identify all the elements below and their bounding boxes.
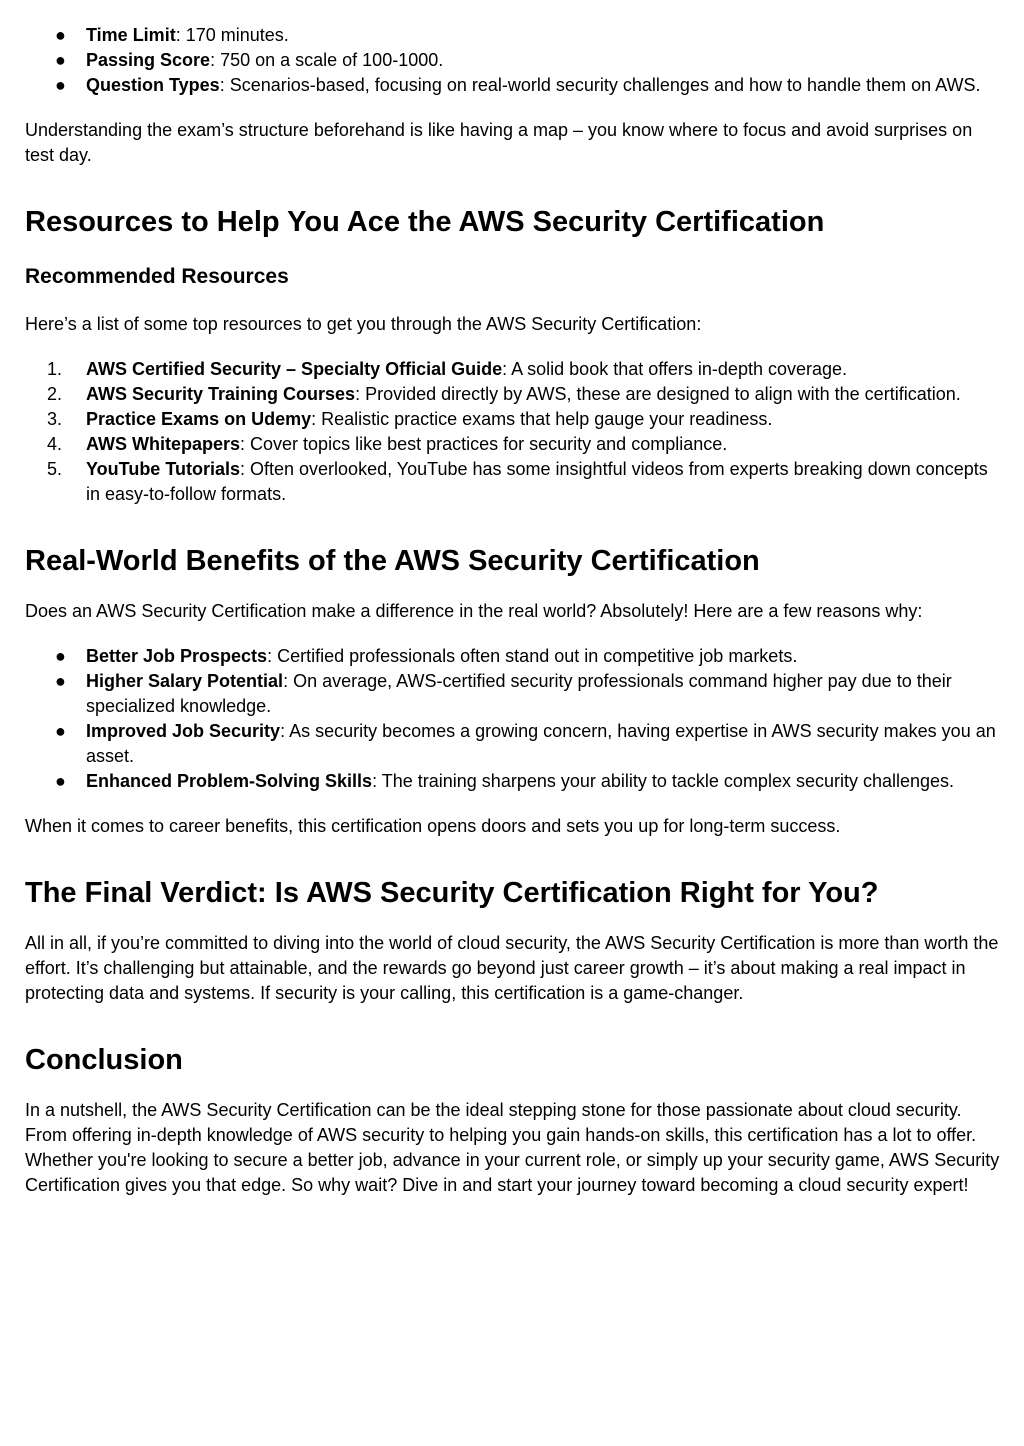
resources-subheading: Recommended Resources: [25, 265, 289, 288]
list-item-text: : Provided directly by AWS, these are designed to align with the certification.: [355, 384, 961, 404]
list-number: 3.: [47, 409, 63, 429]
bullet-icon: ●: [55, 771, 66, 791]
list-item-term: Improved Job Security: [86, 721, 281, 741]
list-item-text: : The training sharpens your ability to tackle complex security challenges.: [372, 771, 955, 791]
bullet-icon: ●: [55, 25, 66, 45]
list-item-term: AWS Security Training Courses: [86, 384, 356, 404]
exam-paragraph: Understanding the exam’s structure beforehand is like having a map – you know where to focus and avoid surprises on test day.: [25, 120, 973, 165]
bullet-icon: ●: [55, 721, 66, 741]
list-item-term: Higher Salary Potential: [86, 671, 284, 691]
list-item: [25, 644, 1005, 669]
spacer: [25, 1006, 1005, 1043]
list-item-term: Enhanced Problem-Solving Skills: [86, 771, 373, 791]
spacer: [25, 1077, 1005, 1098]
list-item-term: Practice Exams on Udemy: [86, 409, 312, 429]
list-item: [25, 23, 1005, 48]
list-item-term: Time Limit: [86, 25, 176, 45]
spacer: [25, 168, 1005, 205]
spacer: [25, 337, 1005, 357]
list-item-term: AWS Whitepapers: [86, 434, 241, 454]
list-item-term: YouTube Tutorials: [86, 459, 240, 479]
benefits-heading: Real-World Benefits of the AWS Security Certification: [25, 545, 760, 577]
list-item: [25, 357, 1005, 382]
list-item-text: : Certified professionals often stand out in competitive job markets.: [267, 646, 798, 666]
list-item-text: : Cover topics like best practices for security and compliance.: [240, 434, 728, 454]
list-number: 4.: [47, 434, 63, 454]
spacer: [25, 839, 1005, 876]
list-item-text: : A solid book that offers in-depth coverage.: [502, 359, 848, 379]
list-item: [25, 407, 1005, 432]
bullet-icon: ●: [55, 646, 66, 666]
list-item-term: Passing Score: [86, 50, 211, 70]
list-item-text: : 170 minutes.: [175, 25, 289, 45]
spacer: [25, 239, 1005, 264]
conclusion-heading: Conclusion: [25, 1044, 183, 1076]
bullet-icon: ●: [55, 671, 66, 691]
resources-intro: Here’s a list of some top resources to get you through the AWS Security Certification:: [25, 314, 702, 334]
bullet-icon: ●: [55, 50, 66, 70]
list-item: [25, 382, 1005, 407]
list-item: [25, 769, 1005, 794]
list-item-text: : Often overlooked, YouTube has some insightful videos from experts breaking down concepts in easy-to-follow formats.: [86, 459, 988, 504]
spacer: [25, 624, 1005, 644]
list-item: [25, 73, 1005, 98]
spacer: [25, 98, 1005, 118]
resources-heading: Resources to Help You Ace the AWS Security Certification: [25, 206, 825, 238]
exam-details-list: [25, 23, 1005, 98]
verdict-text: All in all, if you’re committed to diving into the world of cloud security, the AWS Security Certification is more than worth the effort. It’s challenging but attainable, and the rewards go beyond just career growth – it’s about making a real impact in protecting data and systems. If security is your calling, this certification is a game-changer.: [25, 933, 999, 1003]
spacer: [25, 290, 1005, 312]
conclusion-text: In a nutshell, the AWS Security Certification can be the ideal stepping stone for those passionate about cloud security. From offering in-depth knowledge of AWS security to helping you gain hands-on skills, this certification has a lot to offer. Whether you're looking to secure a better job, advance in your current role, or simply up your security game, AWS Security Certification gives you that edge. So why wait? Dive in and start your journey toward becoming a cloud security expert!: [25, 1100, 1000, 1195]
list-item: [25, 432, 1005, 457]
verdict-heading: The Final Verdict: Is AWS Security Certification Right for You?: [25, 877, 879, 909]
list-item: [25, 669, 1005, 719]
list-number: 2.: [47, 384, 63, 404]
list-item-term: Better Job Prospects: [86, 646, 268, 666]
spacer: [25, 910, 1005, 931]
document-content: [25, 23, 1005, 1198]
list-item-text: : 750 on a scale of 100-1000.: [210, 50, 444, 70]
list-item-term: AWS Certified Security – Specialty Official Guide: [86, 359, 503, 379]
list-item: [25, 457, 1005, 507]
list-item-text: : Scenarios-based, focusing on real-world security challenges and how to handle them on AWS.: [219, 75, 981, 95]
list-item: [25, 48, 1005, 73]
benefits-list: [25, 644, 1005, 794]
benefits-outro: When it comes to career benefits, this certification opens doors and sets you up for long-term success.: [25, 816, 841, 836]
spacer: [25, 507, 1005, 544]
spacer: [25, 794, 1005, 814]
list-item: [25, 719, 1005, 769]
spacer: [25, 578, 1005, 599]
list-item-term: Question Types: [86, 75, 220, 95]
bullet-icon: ●: [55, 75, 66, 95]
list-number: 5.: [47, 459, 63, 479]
list-number: 1.: [47, 359, 63, 379]
benefits-intro: Does an AWS Security Certification make a difference in the real world? Absolutely! Here are a few reasons why:: [25, 601, 923, 621]
resources-list: [25, 357, 1005, 507]
list-item-text: : As security becomes a growing concern, having expertise in AWS security makes you an asset.: [86, 721, 996, 766]
list-item-text: : On average, AWS-certified security professionals command higher pay due to their specialized knowledge.: [86, 671, 952, 716]
list-item-text: : Realistic practice exams that help gauge your readiness.: [311, 409, 773, 429]
